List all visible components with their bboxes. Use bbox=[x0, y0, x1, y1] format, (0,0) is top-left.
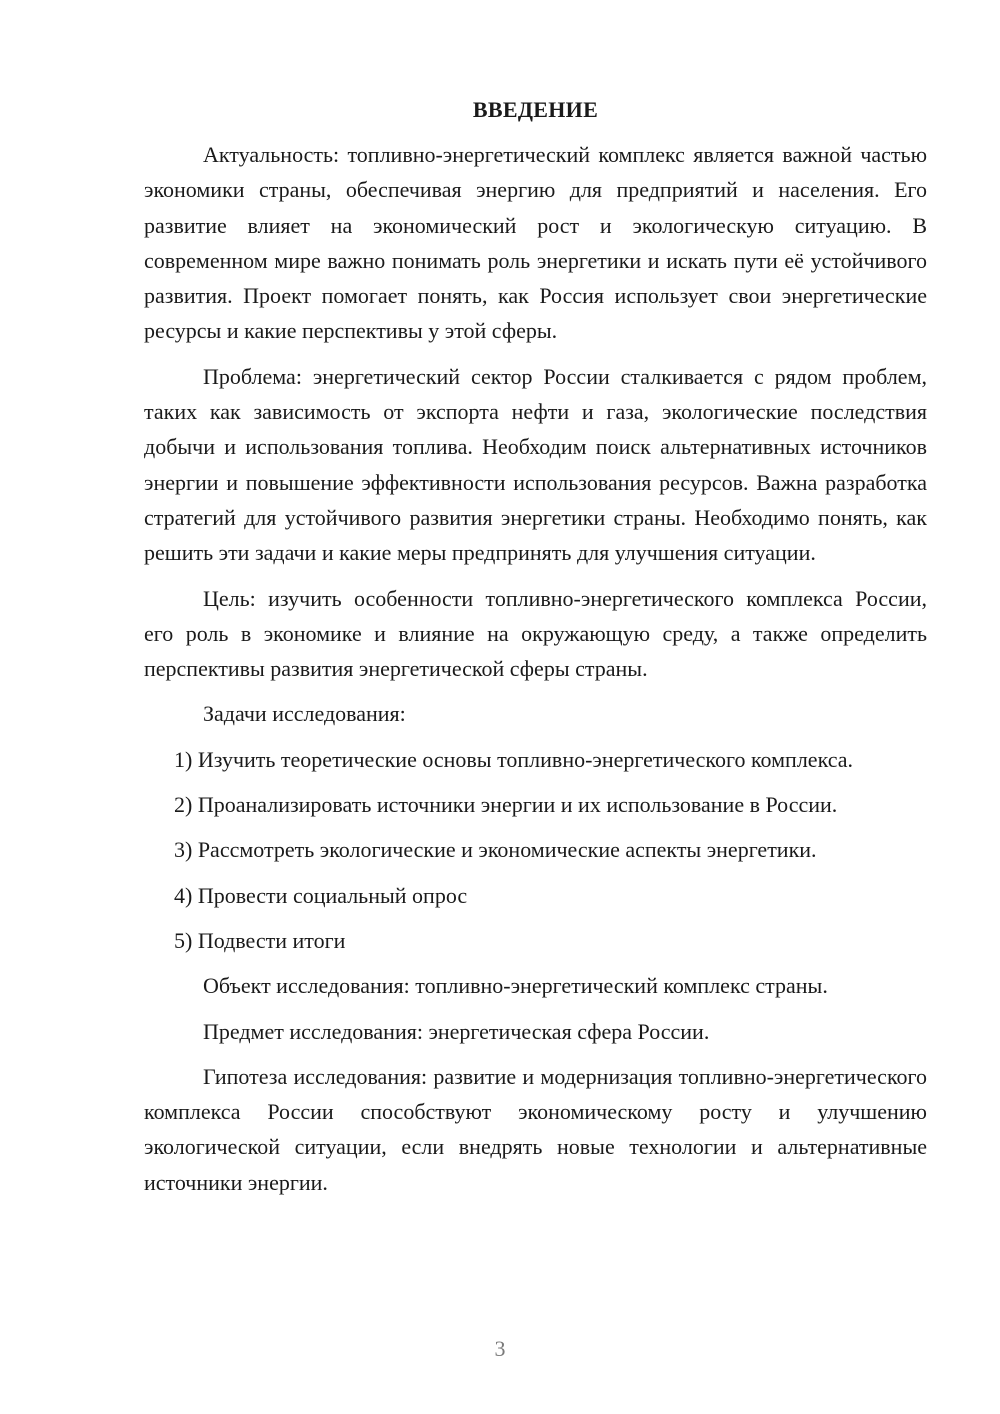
object-paragraph: Объект исследования: топливно-энергетический комплекс страны. bbox=[203, 973, 828, 999]
problem-paragraph: Проблема: энергетический сектор России сталкивается с рядом проблем, таких как зависимость от экспорта нефти и газа, экологические последствия добычи и использования топлива. Необходим поиск альтернативных источников энергии и повышение эффективности использования ресурсов. Важна разработка стратегий для устойчивого развития энергетики страны. Необходимо понять, как решить эти задачи и какие меры предпринять для улучшения ситуации. bbox=[144, 363, 927, 566]
document-page bbox=[144, 95, 927, 1210]
tasks-heading: Задачи исследования: bbox=[203, 701, 406, 727]
page-number: 3 bbox=[494, 1336, 506, 1361]
goal-paragraph: Цель: изучить особенности топливно-энергетического комплекса России, его роль в экономике и влияние на окружающую среду, а также определить перспективы развития энергетической сферы страны. bbox=[144, 585, 927, 682]
task-item-1: 1) Изучить теоретические основы топливно-энергетического комплекса. bbox=[174, 746, 854, 772]
task-item-4: 4) Провести социальный опрос bbox=[174, 882, 468, 908]
task-item-2: 2) Проанализировать источники энергии и их использование в России. bbox=[174, 792, 838, 818]
subject-paragraph: Предмет исследования: энергетическая сфера России. bbox=[203, 1018, 710, 1044]
task-item-5: 5) Подвести итоги bbox=[174, 927, 346, 953]
task-item-3: 3) Рассмотреть экологические и экономические аспекты энергетики. bbox=[174, 837, 817, 863]
relevance-paragraph: Актуальность: топливно-энергетический комплекс является важной частью экономики страны, обеспечивая энергию для предприятий и населения. Его развитие влияет на экономический рост и экологическую ситуацию. В современном мире важно понимать роль энергетики и искать пути её устойчивого развития. Проект помогает понять, как Россия использует свои энергетические ресурсы и какие перспективы у этой сферы. bbox=[144, 142, 927, 344]
hypothesis-paragraph: Гипотеза исследования: развитие и модернизация топливно-энергетического комплекса России способствуют экономическому росту и улучшению экологической ситуации, если внедрять новые технологии и альтернативные источники энергии. bbox=[144, 1063, 927, 1195]
page-title: ВВЕДЕНИЕ bbox=[472, 97, 599, 122]
